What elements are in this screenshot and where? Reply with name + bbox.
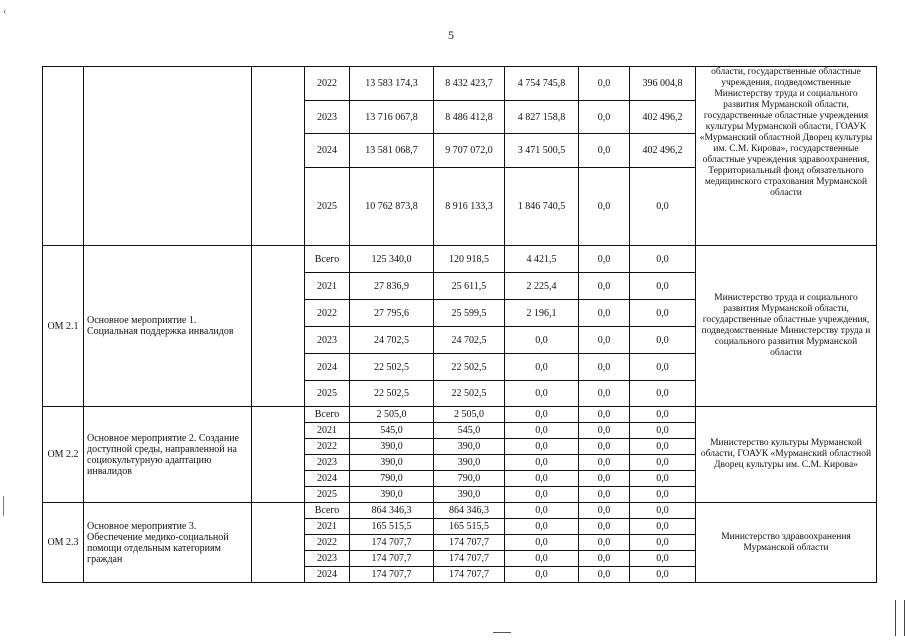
table-row	[43, 503, 877, 519]
measure-code: ОМ 2.2	[43, 407, 84, 503]
table-row	[43, 246, 877, 273]
regional-budget-cell: 2 505,0	[434, 407, 505, 423]
table-row	[43, 407, 877, 423]
total-cell: 390,0	[350, 439, 434, 455]
regional-budget-cell: 864 346,3	[434, 503, 505, 519]
federal-budget-cell: 2 225,4	[505, 273, 579, 300]
other-sources-cell: 402 496,2	[630, 101, 696, 134]
local-budget-cell: 0,0	[579, 471, 630, 487]
regional-budget-cell: 22 502,5	[434, 354, 505, 381]
local-budget-cell: 0,0	[579, 423, 630, 439]
name-cell	[84, 67, 252, 246]
local-budget-cell: 0,0	[579, 551, 630, 567]
regional-budget-cell: 8 916 133,3	[434, 168, 505, 246]
year-cell: 2023	[305, 455, 350, 471]
regional-budget-cell: 790,0	[434, 471, 505, 487]
measure-name: Основное мероприятие 3. Обеспечение медико-социальной помощи отдельным категориям граждан	[84, 503, 252, 583]
total-cell: 2 505,0	[350, 407, 434, 423]
local-budget-cell: 0,0	[579, 519, 630, 535]
table-row	[43, 67, 877, 101]
indicator-cell	[252, 407, 305, 503]
local-budget-cell: 0,0	[579, 67, 630, 101]
year-cell: 2024	[305, 354, 350, 381]
federal-budget-cell: 0,0	[505, 327, 579, 354]
page-number: 5	[448, 28, 454, 42]
year-cell: Всего	[305, 407, 350, 423]
regional-budget-cell: 390,0	[434, 487, 505, 503]
total-cell: 24 702,5	[350, 327, 434, 354]
indicator-cell	[252, 503, 305, 583]
federal-budget-cell: 1 846 740,5	[505, 168, 579, 246]
other-sources-cell: 402 496,2	[630, 134, 696, 168]
other-sources-cell: 0,0	[630, 407, 696, 423]
local-budget-cell: 0,0	[579, 101, 630, 134]
year-cell: 2025	[305, 487, 350, 503]
federal-budget-cell: 0,0	[505, 551, 579, 567]
scan-corner-mark: ‹	[3, 6, 7, 17]
year-cell: 2023	[305, 101, 350, 134]
federal-budget-cell: 4 754 745,8	[505, 67, 579, 101]
total-cell: 790,0	[350, 471, 434, 487]
federal-budget-cell: 4 827 158,8	[505, 101, 579, 134]
other-sources-cell: 0,0	[630, 551, 696, 567]
federal-budget-cell: 0,0	[505, 354, 579, 381]
year-cell: 2022	[305, 300, 350, 327]
regional-budget-cell: 174 707,7	[434, 535, 505, 551]
code-cell	[43, 67, 84, 246]
year-cell: Всего	[305, 503, 350, 519]
other-sources-cell: 0,0	[630, 168, 696, 246]
total-cell: 545,0	[350, 423, 434, 439]
scan-edge-mark	[3, 496, 4, 516]
regional-budget-cell: 174 707,7	[434, 551, 505, 567]
year-cell: Всего	[305, 246, 350, 273]
year-cell: 2022	[305, 67, 350, 101]
local-budget-cell: 0,0	[579, 455, 630, 471]
federal-budget-cell: 3 471 500,5	[505, 134, 579, 168]
local-budget-cell: 0,0	[579, 300, 630, 327]
total-cell: 27 836,9	[350, 273, 434, 300]
local-budget-cell: 0,0	[579, 535, 630, 551]
total-cell: 165 515,5	[350, 519, 434, 535]
total-cell: 27 795,6	[350, 300, 434, 327]
executor-cell: Министерство здравоохранения Мурманской области	[696, 503, 877, 583]
other-sources-cell: 0,0	[630, 327, 696, 354]
other-sources-cell: 0,0	[630, 300, 696, 327]
regional-budget-cell: 390,0	[434, 439, 505, 455]
federal-budget-cell: 0,0	[505, 455, 579, 471]
regional-budget-cell: 22 502,5	[434, 381, 505, 407]
total-cell: 174 707,7	[350, 535, 434, 551]
local-budget-cell: 0,0	[579, 503, 630, 519]
federal-budget-cell: 0,0	[505, 439, 579, 455]
local-budget-cell: 0,0	[579, 487, 630, 503]
scan-edge-mark	[493, 632, 511, 633]
federal-budget-cell: 0,0	[505, 503, 579, 519]
year-cell: 2025	[305, 381, 350, 407]
other-sources-cell: 0,0	[630, 519, 696, 535]
other-sources-cell: 0,0	[630, 246, 696, 273]
scan-edge-mark	[895, 600, 905, 636]
local-budget-cell: 0,0	[579, 246, 630, 273]
year-cell: 2024	[305, 134, 350, 168]
other-sources-cell: 0,0	[630, 273, 696, 300]
regional-budget-cell: 24 702,5	[434, 327, 505, 354]
local-budget-cell: 0,0	[579, 327, 630, 354]
federal-budget-cell: 0,0	[505, 423, 579, 439]
total-cell: 22 502,5	[350, 381, 434, 407]
other-sources-cell: 0,0	[630, 455, 696, 471]
regional-budget-cell: 174 707,7	[434, 567, 505, 583]
total-cell: 125 340,0	[350, 246, 434, 273]
regional-budget-cell: 120 918,5	[434, 246, 505, 273]
other-sources-cell: 0,0	[630, 423, 696, 439]
year-cell: 2021	[305, 519, 350, 535]
other-sources-cell: 0,0	[630, 535, 696, 551]
other-sources-cell: 0,0	[630, 439, 696, 455]
measure-code: ОМ 2.1	[43, 246, 84, 407]
year-cell: 2021	[305, 423, 350, 439]
measure-name: Основное мероприятие 2. Создание доступной среды, направленной на социокультурную адаптацию инвалидов	[84, 407, 252, 503]
executor-cell: области, государственные областные учреждения, подведомственные Министерству труда и социального развития Мурманской области, государственные областные учреждения культуры Мурманской области, ГОАУК «Мурманский областной Дворец культуры им. С.М. Кирова», государственные областные учреждения здравоохранения, Территориальный фонд обязательного медицинского страхования Мурманской области	[696, 67, 877, 246]
year-cell: 2024	[305, 567, 350, 583]
year-cell: 2023	[305, 327, 350, 354]
indicator-cell	[252, 246, 305, 407]
total-cell: 864 346,3	[350, 503, 434, 519]
local-budget-cell: 0,0	[579, 273, 630, 300]
local-budget-cell: 0,0	[579, 567, 630, 583]
total-cell: 13 716 067,8	[350, 101, 434, 134]
regional-budget-cell: 8 432 423,7	[434, 67, 505, 101]
indicator-cell	[252, 67, 305, 246]
federal-budget-cell: 0,0	[505, 407, 579, 423]
local-budget-cell: 0,0	[579, 134, 630, 168]
federal-budget-cell: 4 421,5	[505, 246, 579, 273]
year-cell: 2025	[305, 168, 350, 246]
federal-budget-cell: 0,0	[505, 567, 579, 583]
regional-budget-cell: 165 515,5	[434, 519, 505, 535]
total-cell: 13 581 068,7	[350, 134, 434, 168]
executor-cell: Министерство культуры Мурманской области, ГОАУК «Мурманский областной Дворец культуры им. С.М. Кирова»	[696, 407, 877, 503]
other-sources-cell: 0,0	[630, 487, 696, 503]
regional-budget-cell: 390,0	[434, 455, 505, 471]
total-cell: 174 707,7	[350, 567, 434, 583]
regional-budget-cell: 8 486 412,8	[434, 101, 505, 134]
total-cell: 22 502,5	[350, 354, 434, 381]
local-budget-cell: 0,0	[579, 168, 630, 246]
other-sources-cell: 0,0	[630, 354, 696, 381]
regional-budget-cell: 545,0	[434, 423, 505, 439]
federal-budget-cell: 0,0	[505, 487, 579, 503]
other-sources-cell: 396 004,8	[630, 67, 696, 101]
regional-budget-cell: 25 599,5	[434, 300, 505, 327]
local-budget-cell: 0,0	[579, 381, 630, 407]
total-cell: 13 583 174,3	[350, 67, 434, 101]
federal-budget-cell: 2 196,1	[505, 300, 579, 327]
other-sources-cell: 0,0	[630, 471, 696, 487]
federal-budget-cell: 0,0	[505, 519, 579, 535]
total-cell: 390,0	[350, 487, 434, 503]
other-sources-cell: 0,0	[630, 567, 696, 583]
year-cell: 2022	[305, 535, 350, 551]
total-cell: 174 707,7	[350, 551, 434, 567]
year-cell: 2024	[305, 471, 350, 487]
regional-budget-cell: 9 707 072,0	[434, 134, 505, 168]
other-sources-cell: 0,0	[630, 381, 696, 407]
year-cell: 2023	[305, 551, 350, 567]
local-budget-cell: 0,0	[579, 439, 630, 455]
local-budget-cell: 0,0	[579, 354, 630, 381]
federal-budget-cell: 0,0	[505, 381, 579, 407]
budget-table	[42, 66, 877, 583]
executor-cell: Министерство труда и социального развития Мурманской области, государственные областные учреждения, подведомственные Министерству труда и социального развития Мурманской области	[696, 246, 877, 407]
measure-name: Основное мероприятие 1. Социальная поддержка инвалидов	[84, 246, 252, 407]
other-sources-cell: 0,0	[630, 503, 696, 519]
measure-code: ОМ 2.3	[43, 503, 84, 583]
regional-budget-cell: 25 611,5	[434, 273, 505, 300]
federal-budget-cell: 0,0	[505, 471, 579, 487]
year-cell: 2022	[305, 439, 350, 455]
total-cell: 390,0	[350, 455, 434, 471]
federal-budget-cell: 0,0	[505, 535, 579, 551]
year-cell: 2021	[305, 273, 350, 300]
total-cell: 10 762 873,8	[350, 168, 434, 246]
local-budget-cell: 0,0	[579, 407, 630, 423]
